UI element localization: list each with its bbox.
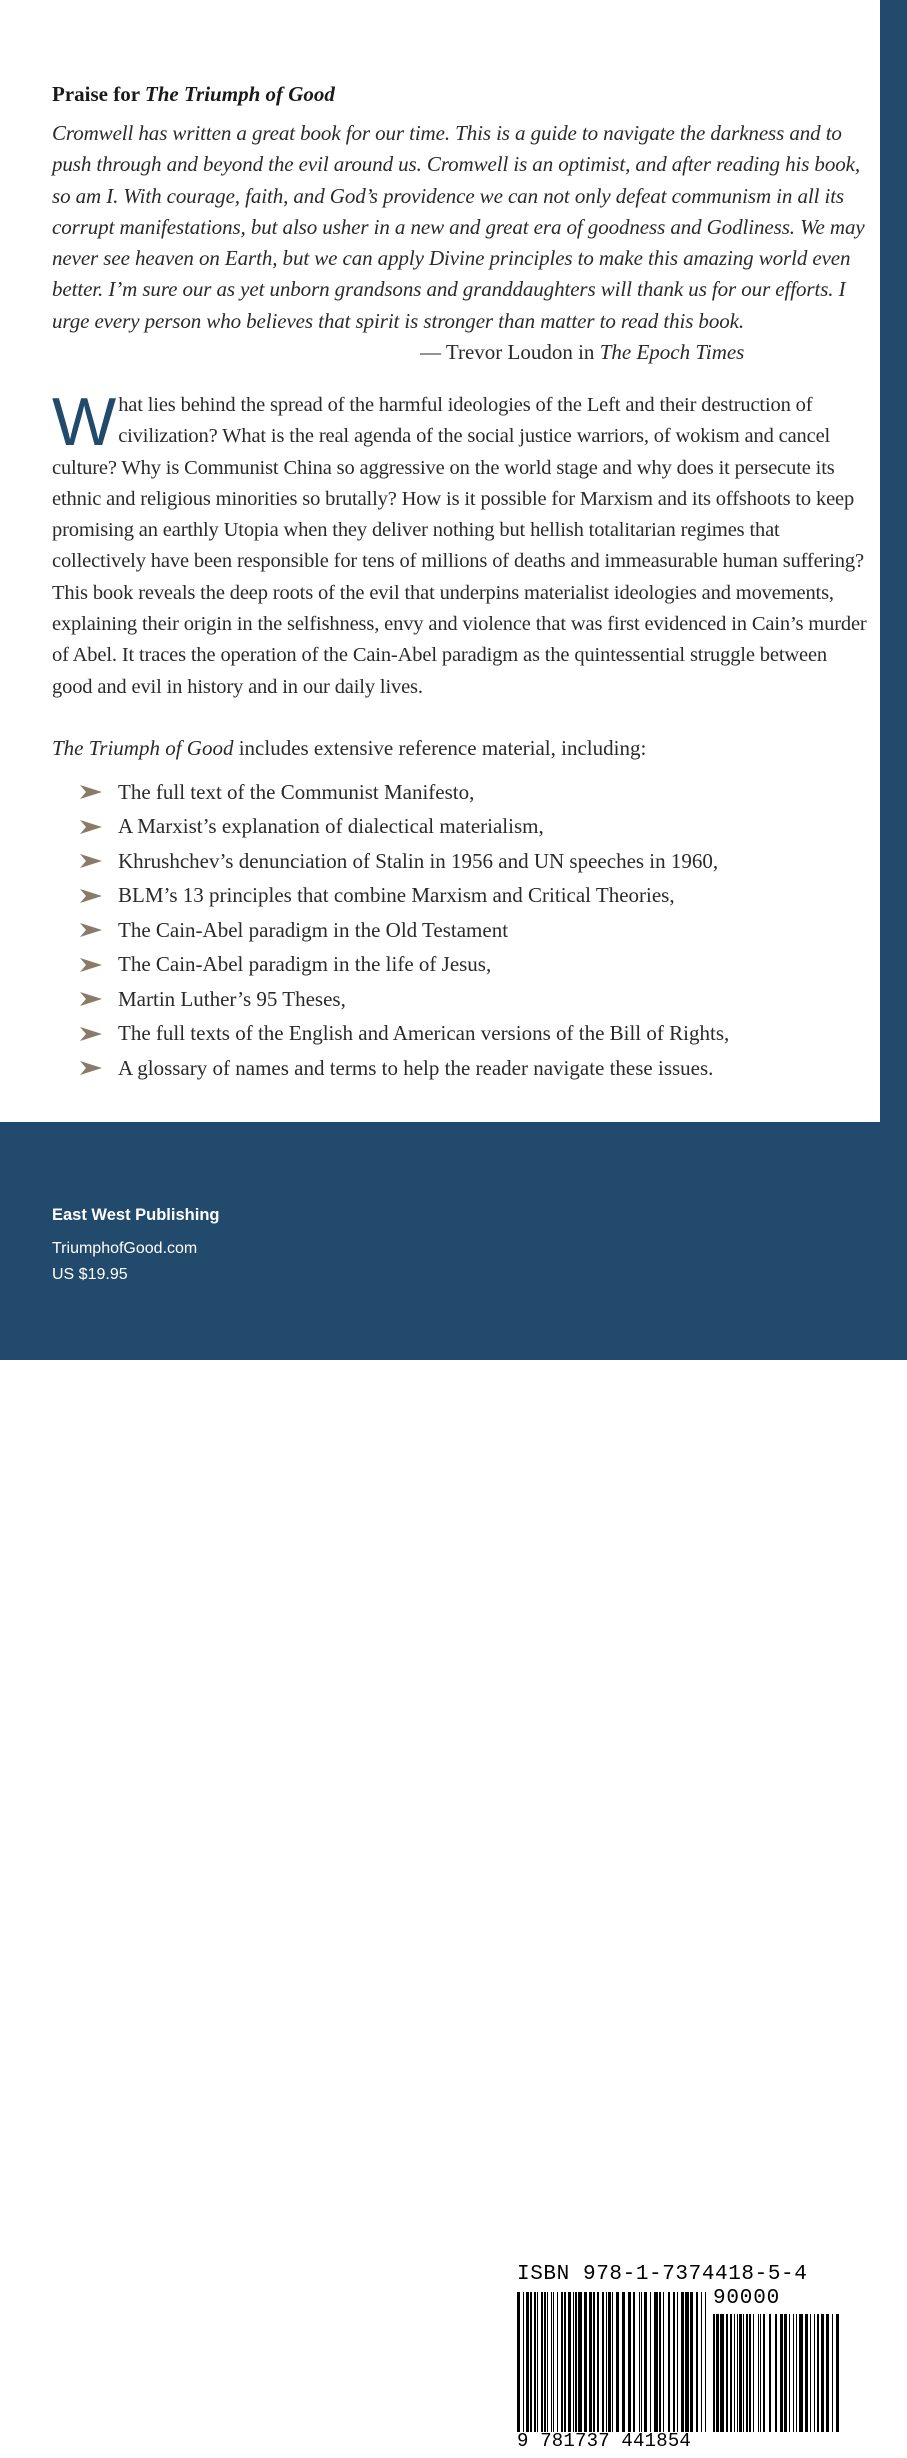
barcode-addon-bars bbox=[713, 2314, 841, 2432]
arrowhead-icon bbox=[80, 992, 118, 1006]
list-item bbox=[80, 982, 870, 1017]
list-item-text: BLM’s 13 principles that combine Marxism and Critical Theories, bbox=[118, 883, 675, 908]
arrowhead-icon bbox=[80, 820, 118, 834]
arrowhead-icon bbox=[80, 854, 118, 868]
list-item-text: The Cain-Abel paradigm in the Old Testament bbox=[118, 917, 509, 942]
list-item-text: The full text of the Communist Manifesto, bbox=[118, 779, 475, 804]
isbn-text: ISBN 978-1-7374418-5-4 bbox=[517, 2263, 808, 2286]
book-description bbox=[52, 384, 867, 703]
arrowhead-icon bbox=[80, 923, 118, 937]
publisher-name: East West Publishing bbox=[52, 1206, 220, 1224]
list-item bbox=[80, 913, 870, 948]
barcode-price-code: 90000 bbox=[713, 2287, 781, 2310]
arrowhead-icon bbox=[80, 785, 118, 799]
list-item bbox=[80, 844, 870, 879]
list-item bbox=[80, 879, 870, 914]
reference-list bbox=[80, 775, 870, 1086]
list-item bbox=[80, 1051, 870, 1086]
includes-intro: The Triumph of Good includes extensive reference material, including: bbox=[52, 736, 647, 760]
arrowhead-icon bbox=[80, 1027, 118, 1041]
drop-cap: W bbox=[52, 384, 115, 460]
barcode bbox=[507, 2258, 846, 2458]
barcode-digits: 9 781737 441854 bbox=[517, 2430, 692, 2452]
barcode-bars bbox=[517, 2292, 707, 2432]
list-item bbox=[80, 948, 870, 983]
list-item-text: Khrushchev’s denunciation of Stalin in 1956 and UN speeches in 1960, bbox=[118, 848, 719, 873]
arrowhead-icon bbox=[80, 958, 118, 972]
list-item-text: The full texts of the English and American versions of the Bill of Rights, bbox=[118, 1021, 730, 1046]
praise-heading: Praise for The Triumph of Good bbox=[52, 82, 335, 106]
praise-quote: Cromwell has written a great book for our time. This is a guide to navigate the darkness and to push through and beyond the evil around us. Cromwell is an optimist, and after reading his book, so am I. With courage, faith, and God’s providence we can not only defeat communism in all its corrupt manifestations, but also usher in a new and great era of goodness and Godliness. We may never see heaven on Earth, but we can apply Divine principles to make this amazing world even better. I’m sure our as yet unborn grandsons and granddaughters will thank us for our efforts. I urge every person who believes that spirit is stronger than matter to read this book. bbox=[52, 121, 865, 333]
list-item-text: A glossary of names and terms to help the reader navigate these issues. bbox=[118, 1055, 714, 1080]
price: US $19.95 bbox=[52, 1266, 128, 1283]
list-item bbox=[80, 810, 870, 845]
list-item-text: Martin Luther’s 95 Theses, bbox=[118, 986, 346, 1011]
description-text: hat lies behind the spread of the harmful ideologies of the Left and their destruction of civilization? What is the real agenda of the social justice warriors, of wokism and cancel culture? Why is Communist China so aggressive on the world stage and why does it persecute its ethnic and religious minorities so brutally? How is it possible for Marxism and its offshoots to keep promising an earthly Utopia when they deliver nothing but hellish totalitarian regimes that collectively have been responsible for tens of millions of deaths and immeasurable human suffering? This book reveals the deep roots of the evil that underpins materialist ideologies and movements, explaining their origin in the selfishness, envy and violence that was first evidenced in Cain’s murder of Abel. It traces the operation of the Cain-Abel paradigm as the quintessential struggle between good and evil in history and in our daily lives. bbox=[52, 394, 867, 698]
list-item-text: The Cain-Abel paradigm in the life of Jesus, bbox=[118, 952, 492, 977]
arrowhead-icon bbox=[80, 1061, 118, 1075]
arrowhead-icon bbox=[80, 889, 118, 903]
list-item-text: A Marxist’s explanation of dialectical materialism, bbox=[118, 814, 544, 839]
list-item bbox=[80, 775, 870, 810]
website[interactable]: TriumphofGood.com bbox=[52, 1240, 198, 1257]
list-item bbox=[80, 1017, 870, 1052]
quote-attribution: — Trevor Loudon in The Epoch Times bbox=[420, 340, 745, 364]
